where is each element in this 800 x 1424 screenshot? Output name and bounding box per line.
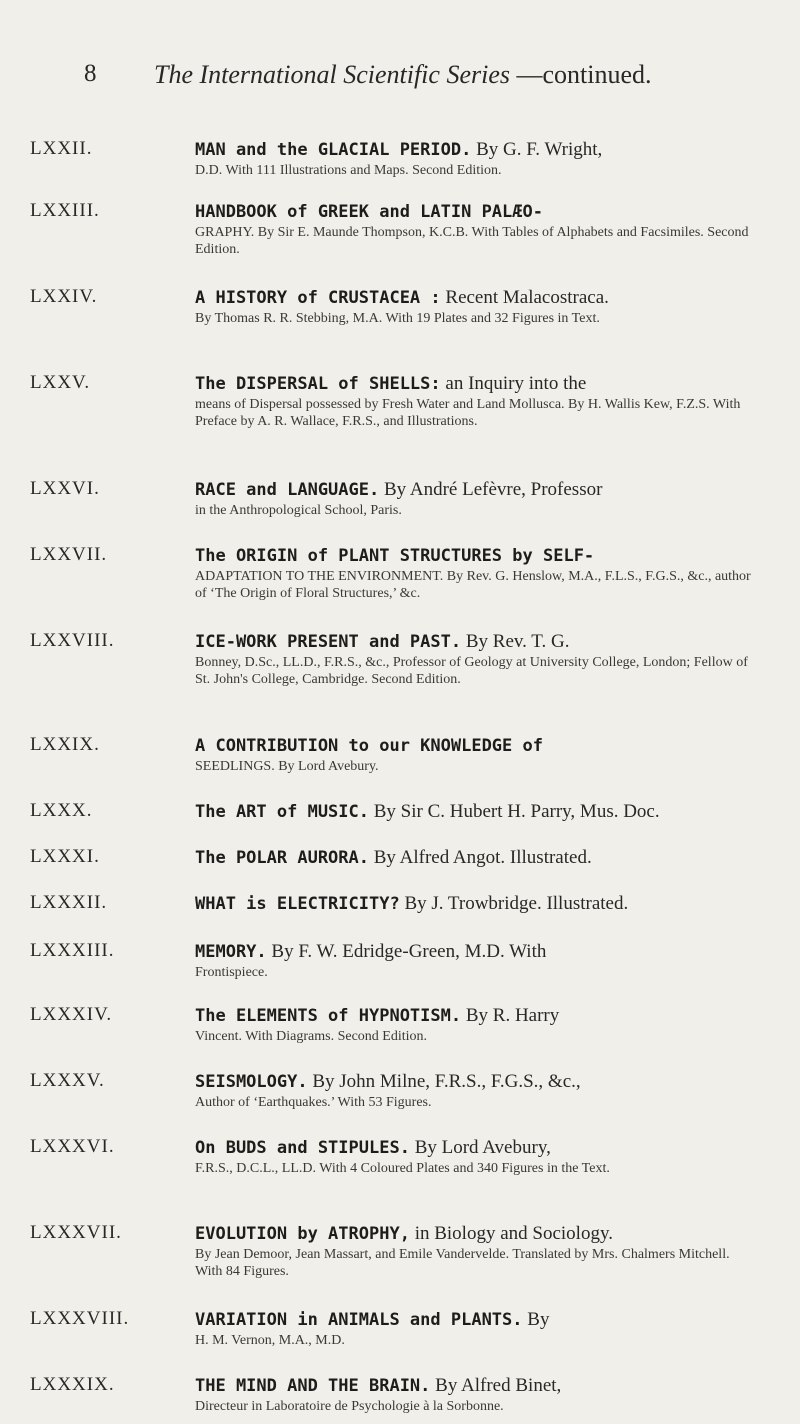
entry-lxxxvii (0, 1222, 800, 1308)
entry-number: LXXIII. (30, 200, 100, 221)
entry-lxxxvi (0, 1136, 800, 1222)
entry-number: LXXXIX. (30, 1374, 115, 1395)
entry-details: By Thomas R. R. Stebbing, M.A. With 19 Plates and 32 Figures in Text. (195, 311, 600, 326)
entry-number: LXXXVII. (30, 1222, 122, 1243)
entry-title: WHAT is ELECTRICITY? (195, 894, 400, 914)
entry-details: Bonney, D.Sc., LL.D., F.R.S., &c., Professor of Geology at University College, London; Fellow of St. John's College, Cambridge. Second Edition. (195, 655, 748, 687)
entry-lxxiv (0, 286, 800, 372)
entry-number: LXXX. (30, 800, 93, 821)
entry-title: SEISMOLOGY. (195, 1072, 308, 1092)
entry-author: By Alfred Angot. Illustrated. (373, 847, 592, 868)
entry-author: By André Lefèvre, Professor (383, 479, 603, 500)
entry-lxxxii (0, 892, 800, 940)
entry-title: The POLAR AURORA. (195, 848, 369, 868)
entry-author: By (527, 1309, 550, 1330)
series-title: The International Scientific Series (154, 60, 510, 89)
entry-details: means of Dispersal possessed by Fresh Water and Land Mollusca. By H. Wallis Kew, F.Z.S. With Preface by A. R. Wallace, F.R.S., and Illustrations. (195, 397, 741, 429)
entry-title: VARIATION in ANIMALS and PLANTS. (195, 1310, 523, 1330)
entry-title: The ORIGIN of PLANT STRUCTURES by SELF- (195, 546, 595, 566)
entry-author: an Inquiry into the (445, 373, 587, 394)
continued-label: —continued. (516, 60, 652, 89)
entry-lxxix (0, 734, 800, 800)
entry-author: By Sir C. Hubert H. Parry, Mus. Doc. (373, 801, 660, 822)
entry-lxxiii (0, 200, 800, 286)
entry-title: The DISPERSAL of SHELLS: (195, 374, 441, 394)
entry-details: D.D. With 111 Illustrations and Maps. Second Edition. (195, 163, 502, 178)
entry-details: SEEDLINGS. By Lord Avebury. (195, 759, 379, 774)
entry-author: By Rev. T. G. (465, 631, 570, 652)
entry-number: LXXVI. (30, 478, 100, 499)
entry-lxxx (0, 800, 800, 846)
entry-author: in Biology and Sociology. (414, 1223, 613, 1244)
entry-lxxxiii (0, 940, 800, 1004)
entry-lxxxiv (0, 1004, 800, 1070)
entry-title: THE MIND AND THE BRAIN. (195, 1376, 431, 1396)
entry-author: By G. F. Wright, (476, 139, 603, 160)
entry-details: Frontispiece. (195, 965, 268, 980)
entry-title: A CONTRIBUTION to our KNOWLEDGE of (195, 736, 543, 756)
entry-title: RACE and LANGUAGE. (195, 480, 380, 500)
entry-number: LXXXVIII. (30, 1308, 130, 1329)
entry-details: F.R.S., D.C.L., LL.D. With 4 Coloured Plates and 340 Figures in the Text. (195, 1161, 610, 1176)
entry-author: By J. Trowbridge. Illustrated. (404, 893, 629, 914)
entry-lxxv (0, 372, 800, 478)
running-title (154, 60, 674, 90)
entry-details: Directeur in Laboratoire de Psychologie à la Sorbonne. (195, 1399, 504, 1414)
entry-author: By Lord Avebury, (414, 1137, 551, 1158)
entry-number: LXXXI. (30, 846, 100, 867)
entry-number: LXXXII. (30, 892, 108, 913)
entry-details: ADAPTATION TO THE ENVIRONMENT. By Rev. G. Henslow, M.A., F.L.S., F.G.S., &c., author of ‘The Origin of Floral Structures,’ &c. (195, 569, 751, 601)
entry-number: LXXXIV. (30, 1004, 113, 1025)
entry-details: H. M. Vernon, M.A., M.D. (195, 1333, 345, 1348)
entry-author: By John Milne, F.R.S., F.G.S., &c., (312, 1071, 581, 1092)
entry-lxxxv (0, 1070, 800, 1136)
entry-number: LXXXIII. (30, 940, 115, 961)
entry-lxxvi (0, 478, 800, 544)
entry-lxxviii (0, 630, 800, 734)
entry-number: LXXXVI. (30, 1136, 115, 1157)
entry-title: MEMORY. (195, 942, 267, 962)
entry-title: The ART of MUSIC. (195, 802, 369, 822)
entry-lxxxviii (0, 1308, 800, 1374)
entry-details: Vincent. With Diagrams. Second Edition. (195, 1029, 428, 1044)
entry-details: By Jean Demoor, Jean Massart, and Emile Vandervelde. Translated by Mrs. Chalmers Mitchell. With 84 Figures. (195, 1247, 730, 1279)
entry-lxxii (0, 138, 800, 200)
entry-number: LXXIV. (30, 286, 98, 307)
entry-number: LXXXV. (30, 1070, 105, 1091)
entry-lxxvii (0, 544, 800, 630)
entry-number: LXXV. (30, 372, 91, 393)
series-list (0, 138, 800, 1424)
entry-title: The ELEMENTS of HYPNOTISM. (195, 1006, 462, 1026)
entry-title: MAN and the GLACIAL PERIOD. (195, 140, 472, 160)
entry-title: EVOLUTION by ATROPHY, (195, 1224, 410, 1244)
running-header (0, 60, 800, 100)
entry-lxxxi (0, 846, 800, 892)
entry-number: LXXVII. (30, 544, 108, 565)
entry-author: Recent Malacostraca. (445, 287, 609, 308)
entry-author: By R. Harry (465, 1005, 560, 1026)
entry-details: Author of ‘Earthquakes.’ With 53 Figures. (195, 1095, 432, 1110)
entry-title: A HISTORY of CRUSTACEA : (195, 288, 441, 308)
entry-title: ICE-WORK PRESENT and PAST. (195, 632, 462, 652)
entry-number: LXXII. (30, 138, 93, 159)
entry-author: By Alfred Binet, (435, 1375, 562, 1396)
entry-author: By F. W. Edridge-Green, M.D. With (271, 941, 547, 962)
entry-lxxxix (0, 1374, 800, 1424)
entry-number: LXXIX. (30, 734, 100, 755)
entry-details: in the Anthropological School, Paris. (195, 503, 402, 518)
entry-title: HANDBOOK of GREEK and LATIN PALÆO- (195, 202, 543, 222)
entry-title: On BUDS and STIPULES. (195, 1138, 410, 1158)
entry-details: GRAPHY. By Sir E. Maunde Thompson, K.C.B. With Tables of Alphabets and Facsimiles. Second Edition. (195, 225, 749, 257)
entry-number: LXXVIII. (30, 630, 115, 651)
page-number: 8 (84, 60, 97, 87)
